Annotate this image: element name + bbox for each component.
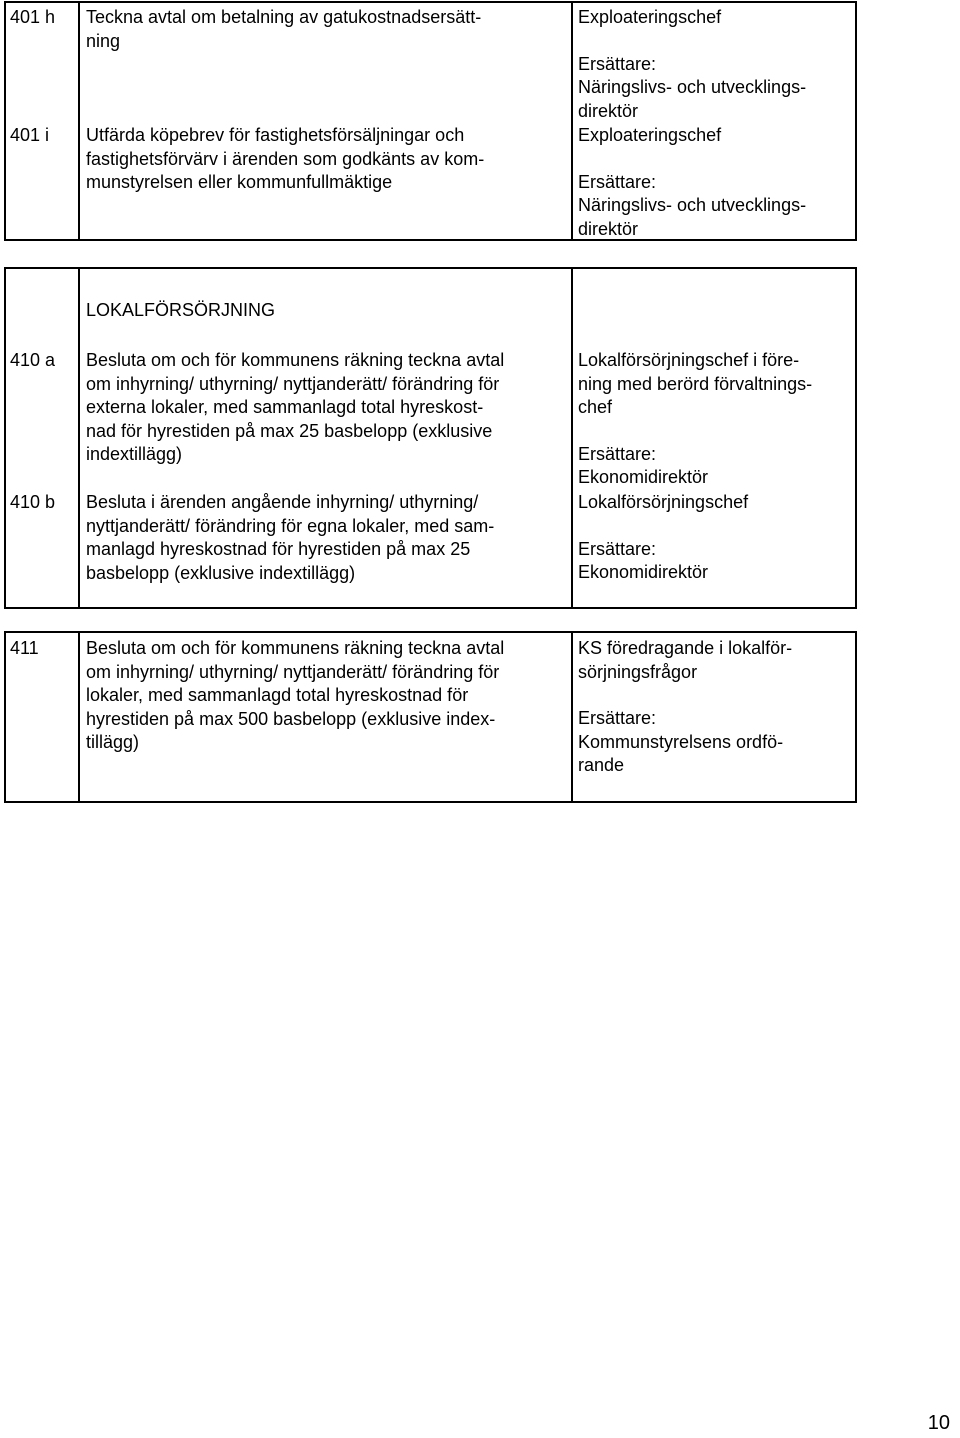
substitute-label: Ersättare: [578,538,657,559]
row-responsible: KS föredragande i lokalför- sörjningsfrågor Ersättare: Kommunstyrelsens ordfö- rande [578,637,848,778]
substitute-label: Ersättare: [578,708,657,728]
substitute-label: Ersättare: [578,171,657,192]
row-responsible: Lokalförsörjningschef i före- ning med berörd förvaltnings- chef Ersättare: Ekonomidirektör [578,349,848,490]
row-number: 410 b [10,492,56,512]
table-delegation-401 [4,1,857,241]
table-lokalforsorjning [4,267,857,609]
row-description: Besluta om och för kommunens räkning teckna avtal om inhyrning/ uthyrning/ nyttjanderätt/ förändring för externa lokaler, med sammanlagd total hyreskost- nad för hyrestiden på max 25 basbelopp (exklusive indextillägg) [86,350,505,464]
column-divider [78,3,80,239]
column-divider [571,3,573,239]
column-divider [571,269,573,607]
substitute-label: Ersättare: [578,53,657,74]
page-number: 10 [927,1412,950,1434]
row-number: 410 a [10,350,56,370]
substitute-label: Ersättare: [578,443,657,464]
row-description: Teckna avtal om betalning av gatukostnadsersätt- ning [86,7,482,51]
row-description: Utfärda köpebrev för fastighetsförsäljningar och fastighetsförvärv i ärenden som godkänts av kom- munstyrelsen eller kommunfullmäktige [86,125,485,192]
row-responsible: Lokalförsörjningschef Ersättare: Ekonomidirektör [578,491,848,585]
column-divider [78,633,80,801]
table-delegation-411 [4,631,857,803]
row-responsible: Exploateringschef Ersättare: Näringslivs- och utvecklings- direktör [578,124,848,241]
row-description: Besluta i ärenden angående inhyrning/ uthyrning/ nyttjanderätt/ förändring för egna lokaler, med sam- manlagd hyreskostnad för hyrestiden på max 25 basbelopp (exklusive indextillägg) [86,492,495,583]
row-description: Besluta om och för kommunens räkning teckna avtal om inhyrning/ uthyrning/ nyttjanderätt/ förändring för lokaler, med sammanlagd total hyreskostnad för hyrestiden på max 500 basbelopp (exklusive index- tillägg) [86,638,505,752]
section-heading: LOKALFÖRSÖRJNING [86,300,276,320]
row-number: 411 [10,638,39,658]
column-divider [571,633,573,801]
column-divider [78,269,80,607]
row-number: 401 h [10,7,56,27]
row-number: 401 i [10,125,50,145]
row-responsible: Exploateringschef Ersättare: Näringslivs- och utvecklings- direktör [578,6,848,123]
